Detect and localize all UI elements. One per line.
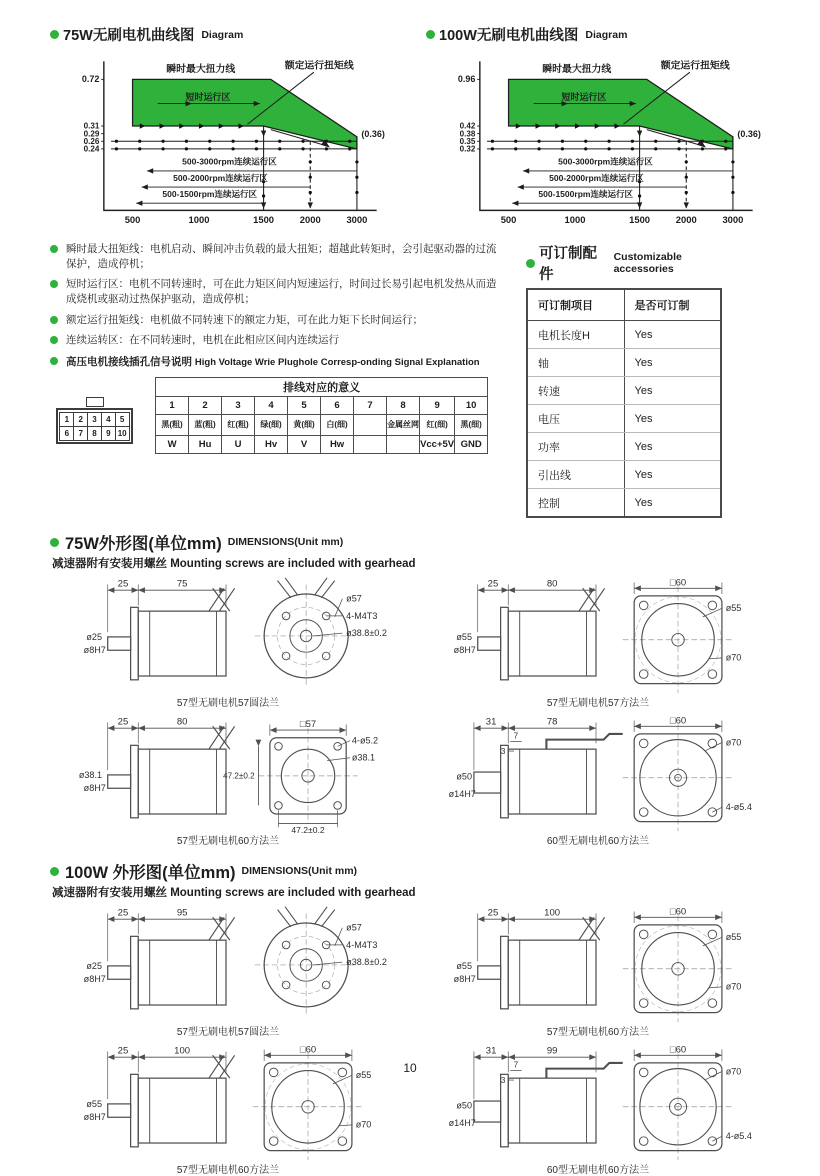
svg-text:500-2000rpm连续运行区: 500-2000rpm连续运行区 [549,172,644,183]
accessories-title-cn: 可订制配件 [539,246,597,283]
svg-text:0.29: 0.29 [83,129,100,139]
svg-text:3000: 3000 [722,213,744,225]
connector-pins [56,408,133,444]
svg-text:ø55: ø55 [355,1070,372,1081]
svg-text:(0.36): (0.36) [737,128,761,139]
svg-text:0.31: 0.31 [83,121,100,131]
chart-title-75w [50,24,400,45]
dim-title-en: DIMENSIONS(Unit mm) [227,536,344,548]
customizable-item-cell: 电压 [527,405,624,433]
signal-title-text [66,354,480,369]
svg-text:瞬时最大扭力线: 瞬时最大扭力线 [166,64,236,76]
customizable-item-cell: Yes [624,461,721,489]
customizable-item-cell: 功率 [527,433,624,461]
torque-diagram [50,47,400,232]
customizable-item-cell: Yes [624,433,721,461]
svg-text:ø57: ø57 [346,593,362,604]
svg-text:500: 500 [124,213,141,225]
wiring-cell [354,415,387,436]
dim-grid-100w [50,902,776,1176]
bullet-icon [50,30,59,39]
svg-text:500: 500 [500,213,517,225]
wiring-cell: 10 [455,397,488,415]
wiring-cell: W [156,436,189,454]
svg-text:□57: □57 [299,719,317,731]
svg-text:额定运行扭矩线: 额定运行扭矩线 [660,60,730,72]
dimension-drawing [50,902,406,1038]
accessories-header: 可订制项目 [527,289,624,321]
note-item [50,313,502,328]
svg-text:□60: □60 [669,906,687,918]
wiring-cell: U [222,436,255,454]
connector-pin: 4 [101,412,116,427]
svg-text:ø50: ø50 [456,771,472,782]
note-text: 短时运行区：电机不同转速时，可在此力矩区间内短速运行，时间过长易引起电机发热从而造成烧机或驱动过热保护驱动，造成停机； [66,278,497,306]
svg-text:0.24: 0.24 [83,144,100,154]
wiring-cell: Hu [189,436,222,454]
accessories-header: 是否可订制 [624,289,721,321]
signal-section-title [50,354,502,369]
svg-text:ø57: ø57 [346,922,362,933]
chart-title-en: Diagram [585,28,628,41]
customizable-accessories-table [526,288,722,518]
svg-text:78: 78 [546,716,558,728]
torque-diagram-100w [426,47,776,232]
svg-text:0.32: 0.32 [459,144,476,154]
bullet-icon [50,357,58,365]
customizable-item-cell: 轴 [527,349,624,377]
wiring-cell: 红(细) [420,415,455,436]
connector-pin: 3 [87,412,102,427]
dim-title-cn: 100W 外形图(单位mm) [65,864,236,882]
dimension-drawing-svg [50,711,402,835]
customizable-item-cell: Yes [624,489,721,518]
dim-title-100w [50,859,776,883]
customizable-item-cell: 引出线 [527,461,624,489]
svg-text:100: 100 [174,1045,191,1057]
wiring-cell [354,436,387,454]
dim-section-100w [50,859,776,1176]
svg-text:ø55: ø55 [86,1098,102,1109]
page-number: 10 [403,1061,417,1075]
svg-text:500-1500rpm连续运行区: 500-1500rpm连续运行区 [162,188,258,199]
bullet-icon [50,316,58,324]
connector-pin-row [60,426,129,440]
accessories-column [526,242,736,518]
dim-subtitle-en: Mounting screws are included with gearhead [170,887,416,899]
note-item [50,277,502,306]
svg-text:25: 25 [487,578,499,590]
svg-text:25: 25 [117,578,129,590]
svg-text:□60: □60 [669,1044,687,1056]
bullet-icon [426,30,435,39]
customizable-item-cell: Yes [624,377,721,405]
svg-text:4-ø5.4: 4-ø5.4 [725,802,752,813]
charts-row [50,24,776,232]
dim-subtitle-en: Mounting screws are included with gearhead [170,558,416,570]
svg-text:500-1500rpm连续运行区: 500-1500rpm连续运行区 [538,188,634,199]
wiring-cell: 8 [387,397,420,415]
chart-title-cn: 75W无刷电机曲线图 [63,28,195,44]
drawing-caption: 60型无刷电机60方法兰 [546,836,650,847]
svg-text:额定运行扭矩线: 额定运行扭矩线 [284,60,354,72]
svg-text:ø38.8±0.2: ø38.8±0.2 [346,627,387,638]
wiring-cell: 5 [288,397,321,415]
svg-text:47.2±0.2: 47.2±0.2 [291,825,325,836]
wiring-cell: 黑(细) [455,415,488,436]
drawing-caption: 57型无刷电机57圆法兰 [176,1027,280,1038]
svg-text:4-M4T3: 4-M4T3 [346,939,378,950]
svg-text:□60: □60 [669,715,687,727]
dimension-drawing-svg [420,902,772,1026]
svg-text:80: 80 [546,578,558,590]
dim-title-75w [50,530,776,554]
wiring-cell: 2 [189,397,222,415]
svg-text:0.42: 0.42 [459,121,476,131]
wiring-cell: Hw [321,436,354,454]
dim-subtitle-cn: 减速器附有安装用螺丝 [52,887,167,899]
plug-connector-icon [56,387,133,444]
note-text: 瞬时最大扭矩线：电机启动、瞬间冲击负载的最大扭矩；超越此转矩时，会引起驱动器的过流保护，造成停机； [66,243,497,270]
svg-text:ø8H7: ø8H7 [83,645,106,656]
svg-text:75: 75 [176,578,188,590]
svg-text:0.35: 0.35 [459,136,476,146]
svg-text:ø8H7: ø8H7 [83,783,106,794]
svg-text:25: 25 [117,716,129,728]
svg-text:ø70: ø70 [725,737,742,748]
dim-grid-75w [50,573,776,847]
wiring-cell: 绿(细) [255,415,288,436]
svg-text:7: 7 [513,1060,519,1070]
svg-text:4-ø5.4: 4-ø5.4 [725,1131,752,1142]
note-item [50,333,502,348]
dim-title-en: DIMENSIONS(Unit mm) [241,865,358,877]
customizable-item-cell: 电机长度H [527,321,624,349]
dimension-drawing-svg [420,573,772,697]
dim-subtitle [52,555,776,571]
svg-text:80: 80 [176,716,188,728]
bullet-icon [50,336,58,344]
customizable-item-cell: Yes [624,405,721,433]
svg-text:0.96: 0.96 [457,74,476,85]
svg-text:100: 100 [544,907,561,919]
svg-text:ø14H7: ø14H7 [448,788,476,799]
note-text: 连续运转区：在不同转速时，电机在此相应区间内连续运行 [66,334,339,347]
dimension-drawing-svg [50,573,402,697]
svg-text:500-3000rpm连续运行区: 500-3000rpm连续运行区 [182,156,277,167]
svg-text:3: 3 [500,746,506,756]
chart-block-75w [50,24,400,232]
middle-row [50,242,776,518]
accessories-title-en: Customizable accessories [613,251,682,275]
svg-text:0.38: 0.38 [459,129,476,139]
svg-text:ø70: ø70 [725,1066,742,1077]
svg-text:瞬时最大扭力线: 瞬时最大扭力线 [542,64,612,76]
svg-text:ø38.1: ø38.1 [351,752,376,763]
connector-tab [86,397,104,407]
notes-list [50,242,502,348]
wiring-cell: Hv [255,436,288,454]
connector-pin: 6 [59,426,74,441]
svg-text:ø50: ø50 [456,1100,472,1111]
wiring-cell: 黄(细) [288,415,321,436]
svg-text:ø55: ø55 [725,932,742,943]
customizable-item-cell: 控制 [538,497,560,510]
svg-text:1500: 1500 [253,213,275,225]
wiring-cell: 3 [222,397,255,415]
drawing-caption: 60型无刷电机60方法兰 [546,1165,650,1176]
chart-title-en: Diagram [201,28,244,41]
wiring-table-title: 排线对应的意义 [156,378,488,397]
svg-text:1500: 1500 [629,213,651,225]
dim-subtitle [52,884,776,900]
svg-text:31: 31 [485,716,497,728]
connector-pin: 2 [73,412,88,427]
note-text: 额定运行扭矩线：电机做不同转速下的额定力矩，可在此力矩下长时间运行； [66,313,423,326]
svg-text:ø55: ø55 [456,631,472,642]
connector-pin: 9 [101,426,116,441]
svg-text:短时运行区: 短时运行区 [561,92,607,103]
svg-text:ø8H7: ø8H7 [83,1112,106,1123]
drawing-caption: 57型无刷电机57方法兰 [546,698,650,709]
svg-text:ø70: ø70 [725,981,742,992]
wiring-cell: V [288,436,321,454]
chart-block-100w [426,24,776,232]
bullet-icon [50,867,59,876]
svg-text:95: 95 [176,907,188,919]
svg-text:ø8H7: ø8H7 [453,645,476,656]
wiring-cell: 白(细) [321,415,354,436]
drawing-caption: 57型无刷电机60方法兰 [176,836,280,847]
wiring-cell: 7 [354,397,387,415]
svg-text:ø38.1: ø38.1 [78,769,102,780]
dimension-drawing [420,573,776,709]
bullet-icon [50,245,58,253]
svg-text:4-ø5.2: 4-ø5.2 [351,735,379,746]
connector-pin: 8 [87,426,102,441]
drawing-caption: 57型无刷电机60方法兰 [546,1027,650,1038]
customizable-item-cell: Yes [624,321,721,349]
dim-title-cn: 75W外形图(单位mm) [65,535,222,553]
wiring-cell: 6 [321,397,354,415]
dimension-drawing [50,711,406,847]
svg-text:500-3000rpm连续运行区: 500-3000rpm连续运行区 [558,156,653,167]
wiring-cell: 红(粗) [222,415,255,436]
connector-pin: 7 [73,426,88,441]
dimension-drawing-svg [420,1040,772,1164]
svg-text:99: 99 [546,1045,558,1057]
connector-pin: 10 [115,426,130,441]
bullet-icon [526,259,535,268]
wiring-cell: GND [455,436,488,454]
bullet-icon [50,280,58,288]
connector-pin: 5 [115,412,130,427]
torque-diagram-75w [50,47,400,232]
svg-text:□60: □60 [669,577,687,589]
svg-text:4-M4T3: 4-M4T3 [346,610,378,621]
chart-title-100w [426,24,776,45]
svg-text:短时运行区: 短时运行区 [185,92,231,103]
dimension-drawing-svg [50,1040,402,1164]
bullet-icon [50,538,59,547]
svg-text:ø14H7: ø14H7 [448,1117,476,1128]
wiring-cell: 4 [255,397,288,415]
dim-section-75w [50,530,776,847]
connector-pin-row [60,412,129,426]
svg-text:0.72: 0.72 [81,74,100,85]
signal-title-en: High Voltage Wrie Plughole Corresp-onding Signal Explanation [194,357,480,369]
note-item [50,242,502,271]
svg-text:25: 25 [117,1045,129,1057]
svg-text:7: 7 [513,731,519,741]
accessories-title [526,242,736,284]
svg-text:ø70: ø70 [355,1119,372,1130]
svg-text:2000: 2000 [299,213,321,225]
wiring-cell [387,436,420,454]
svg-text:ø55: ø55 [725,603,742,614]
wiring-cell: Vcc+5V [420,436,455,454]
customizable-item-cell: 转速 [527,377,624,405]
wiring-cell: 蓝(粗) [189,415,222,436]
svg-text:ø25: ø25 [86,960,102,971]
drawing-caption: 57型无刷电机57圆法兰 [176,698,280,709]
svg-text:ø38.8±0.2: ø38.8±0.2 [346,956,387,967]
svg-text:1000: 1000 [564,213,586,225]
dimension-drawing [420,711,776,847]
wiring-cell: 1 [156,397,189,415]
signal-title-cn: 高压电机接线插孔信号说明 [66,356,192,369]
svg-text:25: 25 [117,907,129,919]
dim-subtitle-cn: 减速器附有安装用螺丝 [52,558,167,570]
svg-text:ø8H7: ø8H7 [453,974,476,985]
svg-text:(0.36): (0.36) [361,128,385,139]
chart-title-cn: 100W无刷电机曲线图 [439,28,579,44]
svg-text:3: 3 [500,1075,506,1085]
svg-text:500-2000rpm连续运行区: 500-2000rpm连续运行区 [173,172,268,183]
svg-text:47.2±0.2: 47.2±0.2 [223,771,255,781]
dimension-drawing [50,573,406,709]
svg-text:ø55: ø55 [456,960,472,971]
svg-text:2000: 2000 [675,213,697,225]
svg-text:25: 25 [487,907,499,919]
connector-pin: 1 [59,412,74,427]
svg-text:□60: □60 [299,1044,317,1056]
dimension-drawing-svg [50,902,402,1026]
torque-diagram [426,47,776,232]
wiring-cell: 金属丝网 [387,415,420,436]
dimension-drawing [420,902,776,1038]
notes-column [50,242,502,518]
svg-text:31: 31 [485,1045,497,1057]
svg-text:0.26: 0.26 [83,136,100,146]
wiring-signal-table [155,377,488,454]
drawing-caption: 57型无刷电机60方法兰 [176,1165,280,1176]
svg-text:ø70: ø70 [725,652,742,663]
svg-text:ø8H7: ø8H7 [83,974,106,985]
svg-text:3000: 3000 [346,213,368,225]
svg-text:ø25: ø25 [86,631,102,642]
signal-row [50,377,502,454]
svg-text:1000: 1000 [188,213,210,225]
wiring-cell: 9 [420,397,455,415]
customizable-item-cell: Yes [624,349,721,377]
dimension-drawing-svg [420,711,772,835]
wiring-cell: 黑(粗) [156,415,189,436]
